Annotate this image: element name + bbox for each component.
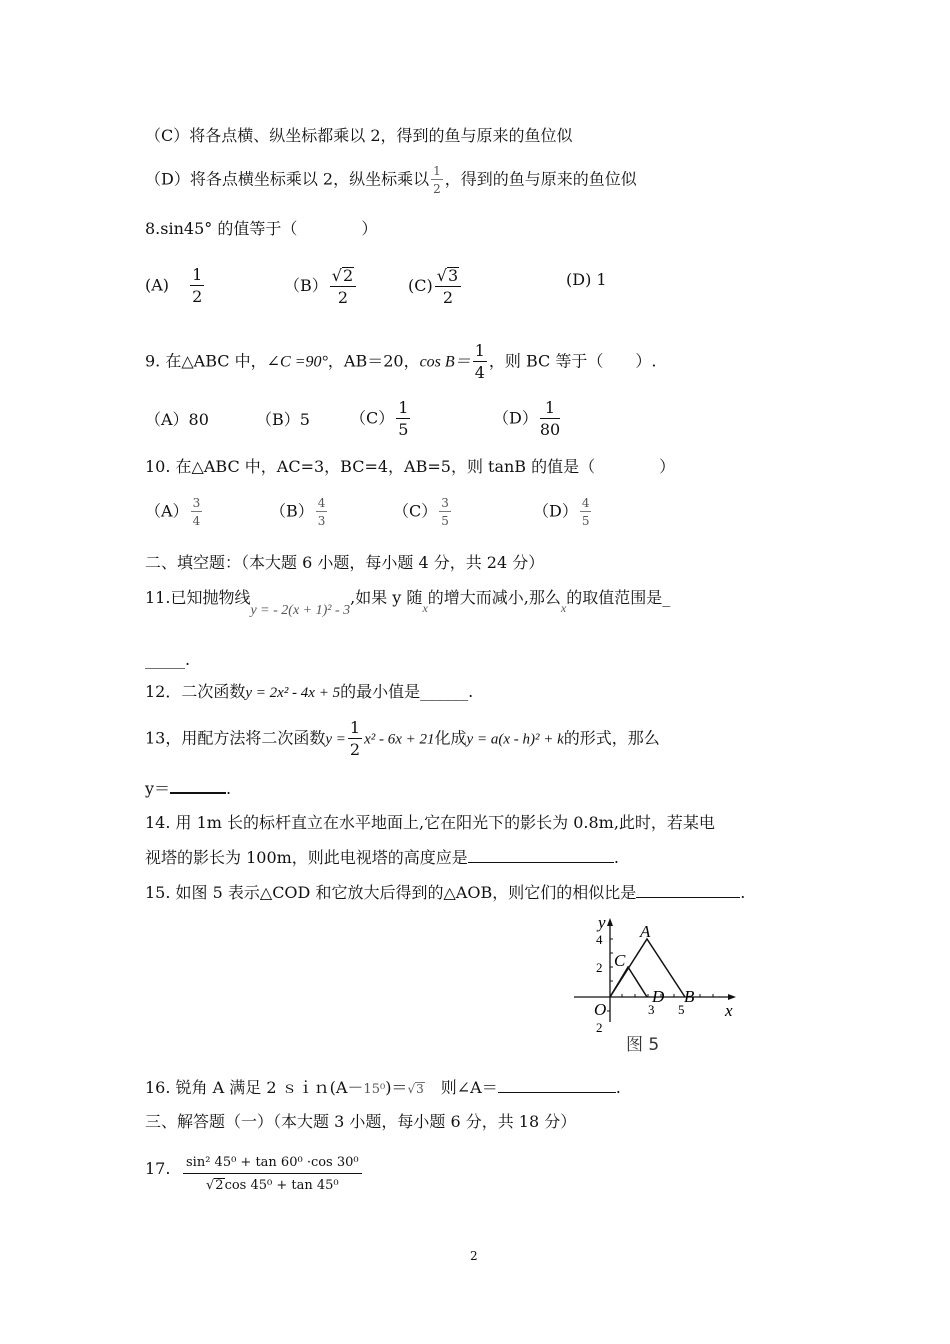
fraction-denominator: 2 — [433, 182, 441, 196]
sqrt-icon: √ — [436, 266, 447, 285]
fraction-numerator: 3 — [192, 496, 201, 510]
fraction-denominator: 4 — [474, 363, 485, 382]
q17-label: 17. — [145, 1159, 171, 1178]
q14-line1: 14. 用 1m 长的标杆直立在水平地面上,它在阳光下的影长为 0.8m,此时，若某电 — [145, 813, 715, 832]
q15-text: 15. 如图 5 表示△COD 和它放大后得到的△AOB，则它们的相似比是 — [145, 883, 637, 902]
fraction-denominator: 5 — [441, 514, 449, 528]
q16-text-post: 则∠A＝ — [424, 1078, 498, 1097]
q17-fraction — [183, 1156, 362, 1192]
triangle-cod — [610, 967, 647, 997]
q9-option-c-fraction — [396, 400, 410, 438]
sqrt-icon: √ — [407, 1082, 416, 1096]
q9-text-end: ，则 BC 等于（ ）. — [488, 351, 657, 371]
radicand: 3 — [447, 266, 459, 285]
fraction-denominator: 2 — [442, 288, 454, 307]
q9-text-mid: ，AB＝20， — [327, 351, 420, 371]
option-label: (D) — [566, 270, 592, 289]
q10-option-b — [270, 497, 329, 527]
q13-formula-vertex: y = a(x - h)² + k — [466, 731, 564, 748]
q13-formula-y: y = — [325, 731, 346, 748]
q8-option-a — [145, 267, 206, 305]
option-label: （C） — [350, 408, 395, 428]
q17-expression — [183, 1156, 362, 1192]
q16-text-end: . — [615, 1078, 621, 1097]
option-label: （A） — [145, 501, 189, 521]
figure-caption: 图 5 — [626, 1035, 660, 1055]
q10-option-a — [145, 497, 204, 527]
q13-text-mid: 化成 — [434, 728, 467, 748]
q12-text: 12．二次函数 — [145, 682, 246, 701]
fraction-numerator: 1 — [192, 265, 203, 284]
q7-option-d-text-end: ，得到的鱼与原来的鱼位似 — [444, 169, 637, 189]
fraction-denominator: 80 — [539, 420, 561, 439]
fraction-denominator: 5 — [581, 514, 590, 528]
q10-option-d-fraction — [580, 497, 592, 527]
y-axis-label: y — [598, 913, 606, 932]
q7-option-d-text: （D）将各点横坐标乘以 2，纵坐标乘以 — [145, 169, 430, 189]
q11-text-end: 的取值范围是_ — [566, 588, 671, 607]
radicand: 3 — [416, 1082, 424, 1096]
q9-angle: ∠C =90° — [266, 353, 328, 371]
q9-option-d — [493, 400, 562, 438]
origin-label: O — [594, 1000, 607, 1019]
q7-option-c: （C）将各点横、纵坐标都乘以 2，得到的鱼与原来的鱼位似 — [145, 126, 573, 145]
y-tick-4: 4 — [596, 932, 603, 947]
figure-5 — [570, 910, 750, 1060]
fraction-numerator: 1 — [349, 718, 361, 737]
fraction-denominator: 4 — [192, 514, 201, 528]
q16-stem — [145, 1080, 621, 1096]
q14-answer-blank[interactable] — [468, 850, 614, 863]
x-tick-5: 5 — [678, 1002, 685, 1017]
point-a-label: A — [640, 922, 651, 941]
q16-angle: 15⁰ — [363, 1082, 386, 1097]
q11-text-mid: ,如果 y 随 — [350, 588, 423, 607]
q8-option-c-fraction — [435, 267, 461, 306]
x-tick-3: 3 — [648, 1002, 655, 1017]
fraction-denominator: 5 — [398, 420, 409, 439]
q13-stem — [145, 720, 660, 758]
fraction-numerator: 4 — [581, 496, 590, 510]
fraction-numerator: 1 — [540, 400, 560, 419]
point-c-label: C — [614, 951, 626, 970]
q14-text: 视塔的影长为 100m，则此电视塔的高度应是 — [145, 848, 468, 867]
q12-formula: y = 2x² - 4x + 5 — [245, 685, 341, 701]
q17-numerator: sin² 45⁰ + tan 60⁰ ·cos 30⁰ — [183, 1156, 362, 1174]
q11-text: 11.已知抛物线 — [145, 588, 251, 607]
q13-answer-label: y＝ — [145, 779, 171, 798]
q14-line2 — [145, 850, 619, 866]
q11-text-mid2: 的增大而减小,那么 — [427, 588, 561, 607]
option-value: 1 — [596, 270, 607, 289]
q17-denominator — [183, 1174, 362, 1192]
q13-text: 13，用配方法将二次函数 — [145, 728, 326, 748]
option-label: （D） — [533, 501, 578, 521]
x-axis-label: x — [725, 1001, 733, 1020]
option-label: （B） — [270, 501, 314, 521]
q8-stem: 8.sin45° 的值等于（ ） — [145, 219, 378, 238]
option-label: (C) — [408, 276, 433, 295]
option-label: （B） — [284, 276, 328, 295]
q16-text: 16. 锐角 A 满足 2 ｓｉｎ(A－ — [145, 1078, 364, 1097]
q9-option-b: （B）5 — [256, 410, 310, 429]
fraction-numerator: 1 — [433, 164, 441, 178]
q16-answer-blank[interactable] — [498, 1080, 616, 1093]
q9-cos: cos B＝ — [419, 353, 471, 371]
fraction-numerator — [435, 267, 461, 287]
q8-option-b — [284, 267, 358, 306]
q9-cos-fraction — [473, 343, 487, 381]
section-3-heading: 三、解答题（一）（本大题 3 小题，每小题 6 分，共 18 分） — [145, 1112, 577, 1131]
q11-x1: x — [422, 601, 428, 615]
radicand: 2 — [342, 266, 354, 285]
q14-text-end: . — [613, 848, 619, 867]
y-tick-neg: 2 — [596, 1020, 603, 1035]
point-d-label: D — [652, 987, 665, 1006]
y-axis-arrow-icon — [607, 918, 613, 926]
q9-stem — [145, 343, 656, 381]
q8-option-c — [408, 267, 463, 306]
q9-option-a: （A）80 — [145, 410, 209, 429]
fraction-numerator: 1 — [474, 341, 485, 360]
q10-option-a-fraction — [191, 497, 203, 527]
fraction-numerator — [330, 267, 356, 287]
fraction-denominator: 2 — [349, 740, 361, 759]
q13-fraction — [348, 720, 362, 758]
sqrt-icon: √ — [331, 266, 342, 285]
option-label: （C） — [393, 501, 438, 521]
fraction-denominator: 3 — [317, 514, 326, 528]
radicand: 2 — [215, 1178, 224, 1193]
page-number: 2 — [470, 1249, 478, 1263]
fraction-numerator: 4 — [317, 496, 326, 510]
q17-denominator-rest: cos 45⁰ + tan 45⁰ — [224, 1178, 339, 1193]
q11-x2: x — [560, 601, 567, 615]
q10-stem: 10. 在△ABC 中，AC=3，BC=4，AB=5，则 tanB 的值是（ ） — [145, 457, 676, 476]
q16-text-mid: )＝ — [385, 1078, 408, 1097]
q10-option-d — [533, 497, 593, 527]
q13-answer — [145, 780, 231, 797]
sqrt-icon: √ — [205, 1178, 215, 1193]
q15-answer-blank[interactable] — [636, 885, 740, 898]
q15-stem — [145, 885, 745, 901]
q9-option-d-fraction — [540, 400, 560, 438]
fraction-numerator: 3 — [441, 496, 449, 510]
q16-sqrt — [407, 1082, 424, 1096]
q8-option-a-fraction — [190, 267, 204, 305]
q9-text: 9. 在△ABC 中， — [145, 351, 267, 371]
q13-text-end: 的形式，那么 — [563, 728, 660, 748]
q8-option-b-fraction — [330, 267, 356, 306]
q10-option-c — [393, 497, 453, 527]
fraction-denominator: 2 — [337, 288, 349, 307]
q13-answer-end: . — [226, 779, 232, 798]
section-2-heading: 二、填空题：（本大题 6 小题，每小题 4 分，共 24 分） — [145, 553, 545, 572]
q7-option-d-fraction — [431, 165, 443, 195]
option-label: (A) — [145, 275, 170, 295]
y-tick-2: 2 — [596, 960, 603, 975]
q10-option-c-fraction — [439, 497, 451, 527]
option-label: （D） — [493, 408, 538, 428]
q12-stem — [145, 684, 473, 701]
q8-option-d — [566, 272, 607, 288]
q15-text-end: . — [740, 883, 746, 902]
fraction-numerator: 1 — [398, 398, 409, 417]
q11-answer-blank: _____. — [145, 650, 191, 669]
q13-answer-blank[interactable] — [170, 780, 226, 794]
fraction-denominator: 2 — [192, 287, 203, 306]
q7-option-d — [145, 165, 637, 195]
q11-stem — [145, 588, 671, 618]
q9-option-c — [350, 400, 412, 438]
x-axis-arrow-icon — [728, 994, 736, 1000]
q12-text-end: 的最小值是______. — [340, 682, 474, 701]
q10-option-b-fraction — [316, 497, 328, 527]
q11-formula: y = - 2(x + 1)² - 3 — [250, 603, 351, 618]
point-b-label: B — [684, 987, 695, 1006]
q13-formula-rest: x² - 6x + 21 — [364, 731, 435, 748]
